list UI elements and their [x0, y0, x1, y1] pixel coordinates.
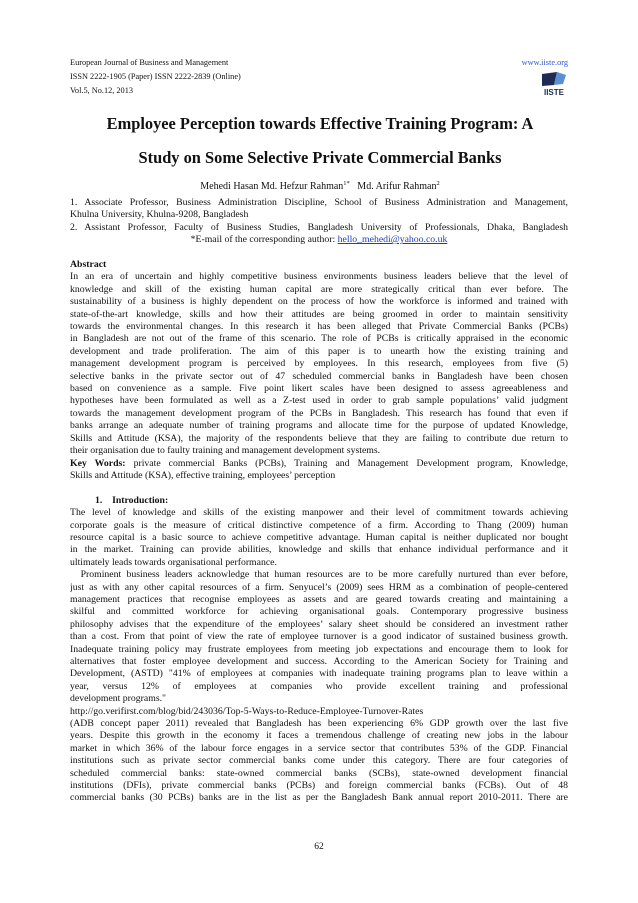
author-sup-a: 1* [343, 180, 350, 187]
abstract-line: based on convenience as a sample. Five point likert scales have been designed to assess agreeableness and [70, 383, 568, 395]
reference-url[interactable]: http://go.verifirst.com/blog/bid/243036/Top-5-Ways-to-Reduce-Employee-Turnover-Rates [70, 705, 424, 717]
abstract-line: development and trade proliferation. The aim of this paper is to unearth how the existing training and [70, 345, 568, 357]
keywords-text-1: private commercial Banks (PCBs), Training and Management Development program, Knowledge, [125, 457, 568, 469]
abstract-line: selective banks in the private sector out of 47 scheduled commercial banks in Bangladesh have been chosen [70, 370, 568, 382]
abstract-heading: Abstract [70, 259, 107, 271]
abstract-line: sustainability of a business is highly dependent on the process of how the workforce is informed and trained with [70, 296, 568, 308]
paper-body [70, 197, 568, 805]
intro-line: in the market. Training can provide abilities, knowledge and skills that enhance individual performance and it [70, 544, 568, 556]
intro-line: institutions such as private sector commercial banks come under this category. There are four categories of [70, 755, 568, 767]
author-sup-b: 2 [436, 180, 440, 187]
logo-wordmark: IISTE [543, 88, 565, 97]
author-list [70, 181, 570, 193]
affiliation-line: 1. Associate Professor, Business Administration Discipline, School of Business Administration and Management, [70, 197, 568, 208]
intro-line: development programs." [70, 693, 167, 705]
intro-line: skilful and committed workforce for achieving organisational goals. Contemporary progressive business [70, 606, 568, 618]
abstract-text [70, 271, 568, 457]
abstract-line: management development program is perceived by employees. In this research, employees from five (5) [70, 358, 568, 370]
intro-line: than a cost. From that point of view the rate of employee turnover is a good indicator of sustained business growth. [70, 631, 568, 643]
journal-issn: ISSN 2222-1905 (Paper) ISSN 2222-2839 (Online) [70, 72, 241, 81]
intro-line: The level of knowledge and skills of the existing manpower and their level of commitment towards achieving [70, 507, 568, 519]
keywords-label: Key Words: [70, 457, 126, 469]
abstract-line: towards the management development program of the PCBs in Bangladesh. This research has found that even if [70, 407, 568, 419]
intro-line: year, versus 12% of employees at companies who provide excellent training and professional [70, 680, 568, 692]
intro-line: just as with any other capital resources of a firm. Senyucel’s (2009) sees HRM as a combination of people-centered [70, 581, 568, 593]
journal-volume: Vol.5, No.12, 2013 [70, 86, 133, 95]
iiste-logo [541, 71, 567, 97]
intro-line: alternatives that foster employee development and success. According to the American Society for Training and [70, 656, 568, 667]
paper-title-line-2: Study on Some Selective Private Commercial Banks [138, 148, 502, 167]
abstract-line: towards the environmental changes. In this research it has been alleged that Private Commercial Banks (PCBs) [70, 321, 568, 333]
email-link[interactable]: hello_mehedi@yahoo.co.uk [337, 234, 448, 246]
abstract-line: knowledge and skill of the existing human capital are more strategically critical than ever before. The [70, 283, 568, 295]
intro-line: philosophy advises that the expenditure of the employees’ salary sheet should be considered an investment rather [70, 618, 568, 630]
affiliation-line: Khulna University, Khulna-9208, Bangladesh [70, 209, 249, 221]
intro-line: corporate goals is the measure of critical distinctive competence of a firm. According to Thang (2009) human [70, 519, 568, 531]
abstract-line: In an era of uncertain and highly competitive business environments business leaders believe that the level of [70, 271, 568, 283]
intro-line: Development, (ASTD) "41% of employees at companies with inadequate training programs plan to leave within a [70, 668, 568, 680]
email-prefix: *E-mail of the corresponding author: [190, 234, 338, 246]
page-number: 62 [314, 842, 324, 852]
paper-title-line-1: Employee Perception towards Effective Training Program: A [106, 114, 534, 133]
abstract-line: banks arrange an adequate number of training programs and allocate time for the purpose of updated Knowledge, [70, 420, 568, 432]
abstract-line: Skills and Attitude (KSA), the majority of the respondents believe that they are failing to contribute due return to [70, 432, 568, 444]
intro-line: (ADB concept paper 2011) revealed that Bangladesh has been experiencing 6% GDP growth over the last five [70, 718, 568, 730]
keywords-line [70, 458, 568, 470]
corresponding-email-line [70, 234, 568, 246]
journal-website-link[interactable]: www.iiste.org [521, 58, 568, 67]
affiliation-line: 2. Assistant Professor, Faculty of Business Studies, Bangladesh University of Professionals, Dhaka, Bangladesh [70, 221, 568, 233]
author-names-b: Md. Arifur Rahman [349, 181, 437, 192]
intro-line: years. Despite this growth in the economy it faces a tremendous challenge of creating new jobs in the labour [70, 730, 568, 742]
intro-line: management practices that recognise employees as assets and are geared towards creating and maintaining a [70, 593, 568, 605]
abstract-line: in Bangladesh are not out of the frame of this scenario. The role of PCBs is critically appraised in the economic [70, 333, 568, 345]
intro-line: institutions (DFIs), private commercial banks (PCBs) and foreign commercial banks (FCBs). Out of 48 [70, 780, 568, 792]
intro-line: resource capital is a basic source to achieve competitive advantage. Human capital is neither duplicated nor bought [70, 531, 568, 543]
keywords-line: Skills and Attitude (KSA), effective training, employees’ perception [70, 469, 336, 481]
introduction-text [70, 507, 568, 805]
author-names-a: Mehedi Hasan Md. Hefzur Rahman [200, 181, 344, 192]
abstract-line: their organisation due to faulty training and management development systems. [70, 445, 381, 457]
abstract-line: state-of-the-art knowledge, skills and how their attitudes are being groomed in order to maintain sensitivity [70, 308, 568, 320]
intro-line: Inadequate training policy may frustrate employees from meeting job expectations and encourage them to look for [70, 643, 568, 655]
intro-line: commercial banks (30 PCBs) banks are in the list as per the Bangladesh Bank annual report 2010-2011. There are [70, 792, 568, 804]
abstract-line: hypotheses have been formulated as well as a Z-test used in order to grab sample populations’ valid judgment [70, 395, 568, 407]
intro-line: market in which 36% of the labour force engages in a service sector that contributes 53% of the GDP. Financial [70, 742, 568, 754]
intro-line: scheduled commercial banks: state-owned commercial banks (SCBs), state-owned development financial [70, 767, 568, 779]
iiste-logo-icon [541, 71, 567, 97]
intro-line: Prominent business leaders acknowledge that human resources are to be more carefully nurtured than ever before, [70, 569, 568, 581]
introduction-heading: 1. Introduction: [95, 494, 169, 506]
journal-name: European Journal of Business and Management [70, 58, 229, 67]
intro-line: ultimately leads towards organisational performance. [70, 556, 277, 568]
